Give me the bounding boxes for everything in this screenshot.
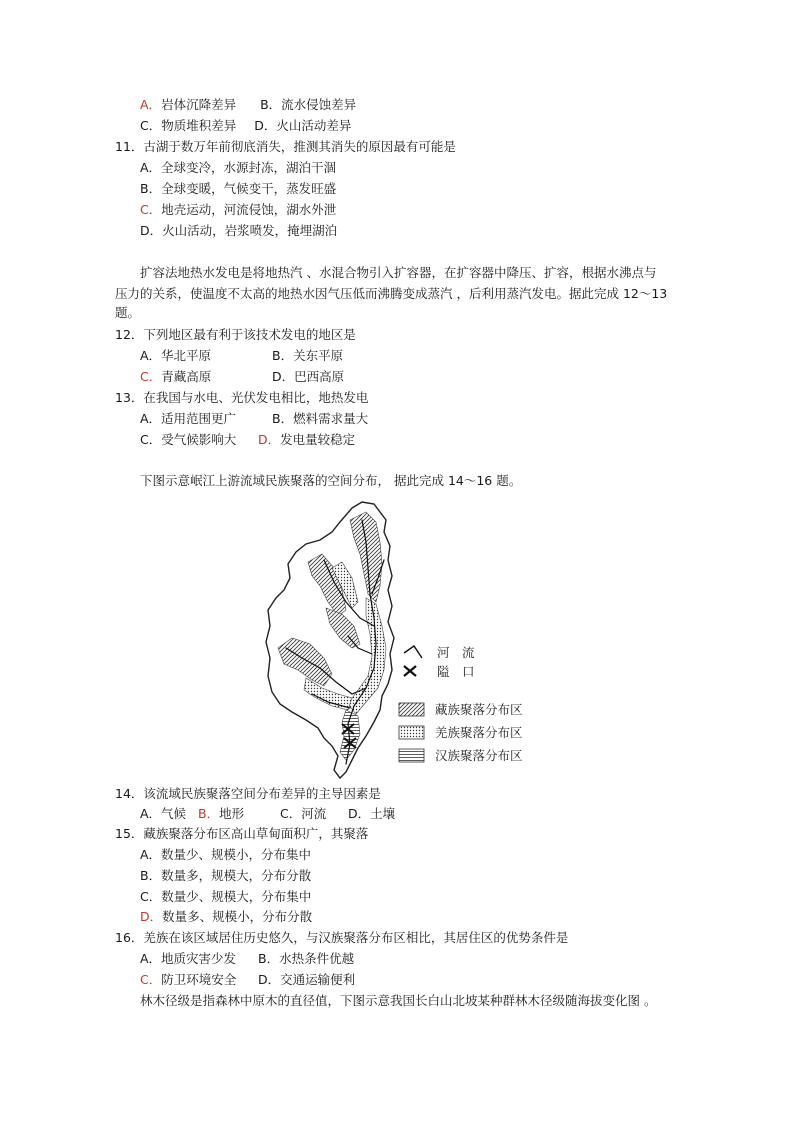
q16-option-c-letter: C． [140, 972, 162, 987]
q10-option-b-text: 流水侵蚀差异 [281, 97, 357, 112]
q13-option-b: B．燃料需求量大 [272, 411, 369, 426]
q15-option-c: C．数量少、规模大，分布集中 [140, 889, 312, 904]
q12-option-c-text: 青藏高原 [161, 369, 212, 384]
q12-stem: 12．下列地区最有利于该技术发电的地区是 [115, 327, 356, 342]
q15-option-d-text: 数量多、规模小，分布分散 [162, 909, 313, 924]
map-legend [399, 645, 523, 763]
q13-option-d-text: 发电量较稳定 [280, 432, 356, 447]
q14-option-b-text: 地形 [219, 806, 245, 821]
legend-zang-swatch [399, 703, 424, 716]
q13-options-cd [140, 432, 355, 448]
q12-option-d: D．巴西高原 [272, 369, 345, 384]
legend-pass-label: 隘 口 [437, 664, 475, 679]
q11-option-b: B．全球变暖，气候变干，蒸发旺盛 [140, 181, 337, 196]
q14-options [140, 806, 395, 822]
q13-option-a: A．适用范围更广 [140, 411, 237, 426]
q16-options-cd [140, 972, 355, 988]
legend-river-symbol [404, 646, 422, 658]
q13-option-d-letter: D． [258, 432, 281, 447]
q10-option-b-letter: B． [260, 97, 282, 112]
q14-option-b-letter: B． [198, 806, 220, 821]
q14-option-a: A．气候 [140, 806, 187, 821]
legend-pass-symbol [404, 666, 416, 676]
legend-han-label: 汉族聚落分布区 [435, 748, 523, 763]
q16-option-c-text: 防卫环境安全 [161, 972, 237, 987]
q11-stem: 11．古湖于数万年前彻底消失，推测其消失的原因最有可能是 [115, 139, 456, 154]
q12-option-a: A．华北平原 [140, 348, 212, 363]
passage1-line2: 压力的关系，使温度不太高的地热水因气压低而沸腾变成蒸汽 ，后利用蒸汽发电。据此完成 12～13 [115, 286, 668, 301]
q15-option-d-letter: D． [140, 909, 163, 924]
q15-stem: 15．藏族聚落分布区高山草甸面积广，其聚落 [115, 826, 369, 841]
q10-option-d-text: 火山活动差异 [276, 118, 352, 133]
q10-options-ab [140, 97, 356, 113]
q12-option-c-letter: C． [140, 369, 162, 384]
q15-option-b: B．数量多，规模大，分布分散 [140, 868, 312, 883]
minjiang-map [262, 498, 552, 783]
q16-options-ab [140, 951, 354, 967]
minjiang-map-figure [262, 498, 552, 783]
q12-option-b: B．关东平原 [272, 348, 344, 363]
legend-qiang-label: 羌族聚落分布区 [435, 725, 523, 740]
legend-river-label: 河 流 [437, 645, 475, 660]
q11-option-c [140, 202, 336, 218]
q10-option-a-letter: A． [140, 97, 162, 112]
q14-option-c: C．河流 [280, 806, 327, 821]
passage3: 林木径级是指森林中原木的直径值，下图示意我国长白山北坡某种群林木径级随海拔变化图 。 [140, 993, 657, 1008]
q15-option-d [140, 909, 312, 925]
q11-option-d: D．火山活动，岩浆喷发，掩埋湖泊 [140, 223, 338, 238]
q16-stem: 16．羌族在该区域居住历史悠久，与汉族聚落分布区相比，其居住区的优势条件是 [115, 930, 569, 945]
legend-zang-label: 藏族聚落分布区 [435, 702, 523, 717]
q14-option-d: D．土壤 [348, 806, 396, 821]
q12-options-ab [140, 348, 343, 364]
q13-options-ab [140, 411, 368, 427]
q14-stem: 14．该流域民族聚落空间分布差异的主导因素是 [115, 786, 381, 801]
q10-options-cd [140, 118, 351, 134]
q11-option-c-text: 地壳运动，河流侵蚀，湖水外泄 [161, 202, 337, 217]
q16-option-b: B．水热条件优越 [258, 951, 355, 966]
q13-option-c: C．受气候影响大 [140, 432, 237, 447]
passage1-line1: 扩容法地热水发电是将地热汽 、水混合物引入扩容器，在扩容器中降压、扩容，根据水沸点与 [140, 265, 657, 280]
q12-options-cd [140, 369, 344, 385]
passage1-line3: 题。 [115, 305, 141, 320]
legend-qiang-swatch [399, 726, 424, 739]
q16-option-a: A．地质灾害少发 [140, 951, 237, 966]
q10-option-c-letter: C． [140, 118, 162, 133]
q10-option-c-text: 物质堆积差异 [161, 118, 237, 133]
q11-option-c-letter: C． [140, 202, 162, 217]
q16-option-d: D．交通运输便利 [258, 972, 356, 987]
q10-option-d-letter: D． [254, 118, 277, 133]
q10-option-a-text: 岩体沉降差异 [161, 97, 237, 112]
q11-option-a: A．全球变冷，水源封冻，湖泊干涸 [140, 160, 337, 175]
q15-option-a: A．数量少、规模小，分布集中 [140, 847, 312, 862]
legend-han-swatch [399, 749, 424, 762]
q13-stem: 13．在我国与水电、光伏发电相比，地热发电 [115, 390, 369, 405]
passage2: 下图示意岷江上游流域民族聚落的空间分布， 据此完成 14～16 题。 [140, 473, 522, 488]
